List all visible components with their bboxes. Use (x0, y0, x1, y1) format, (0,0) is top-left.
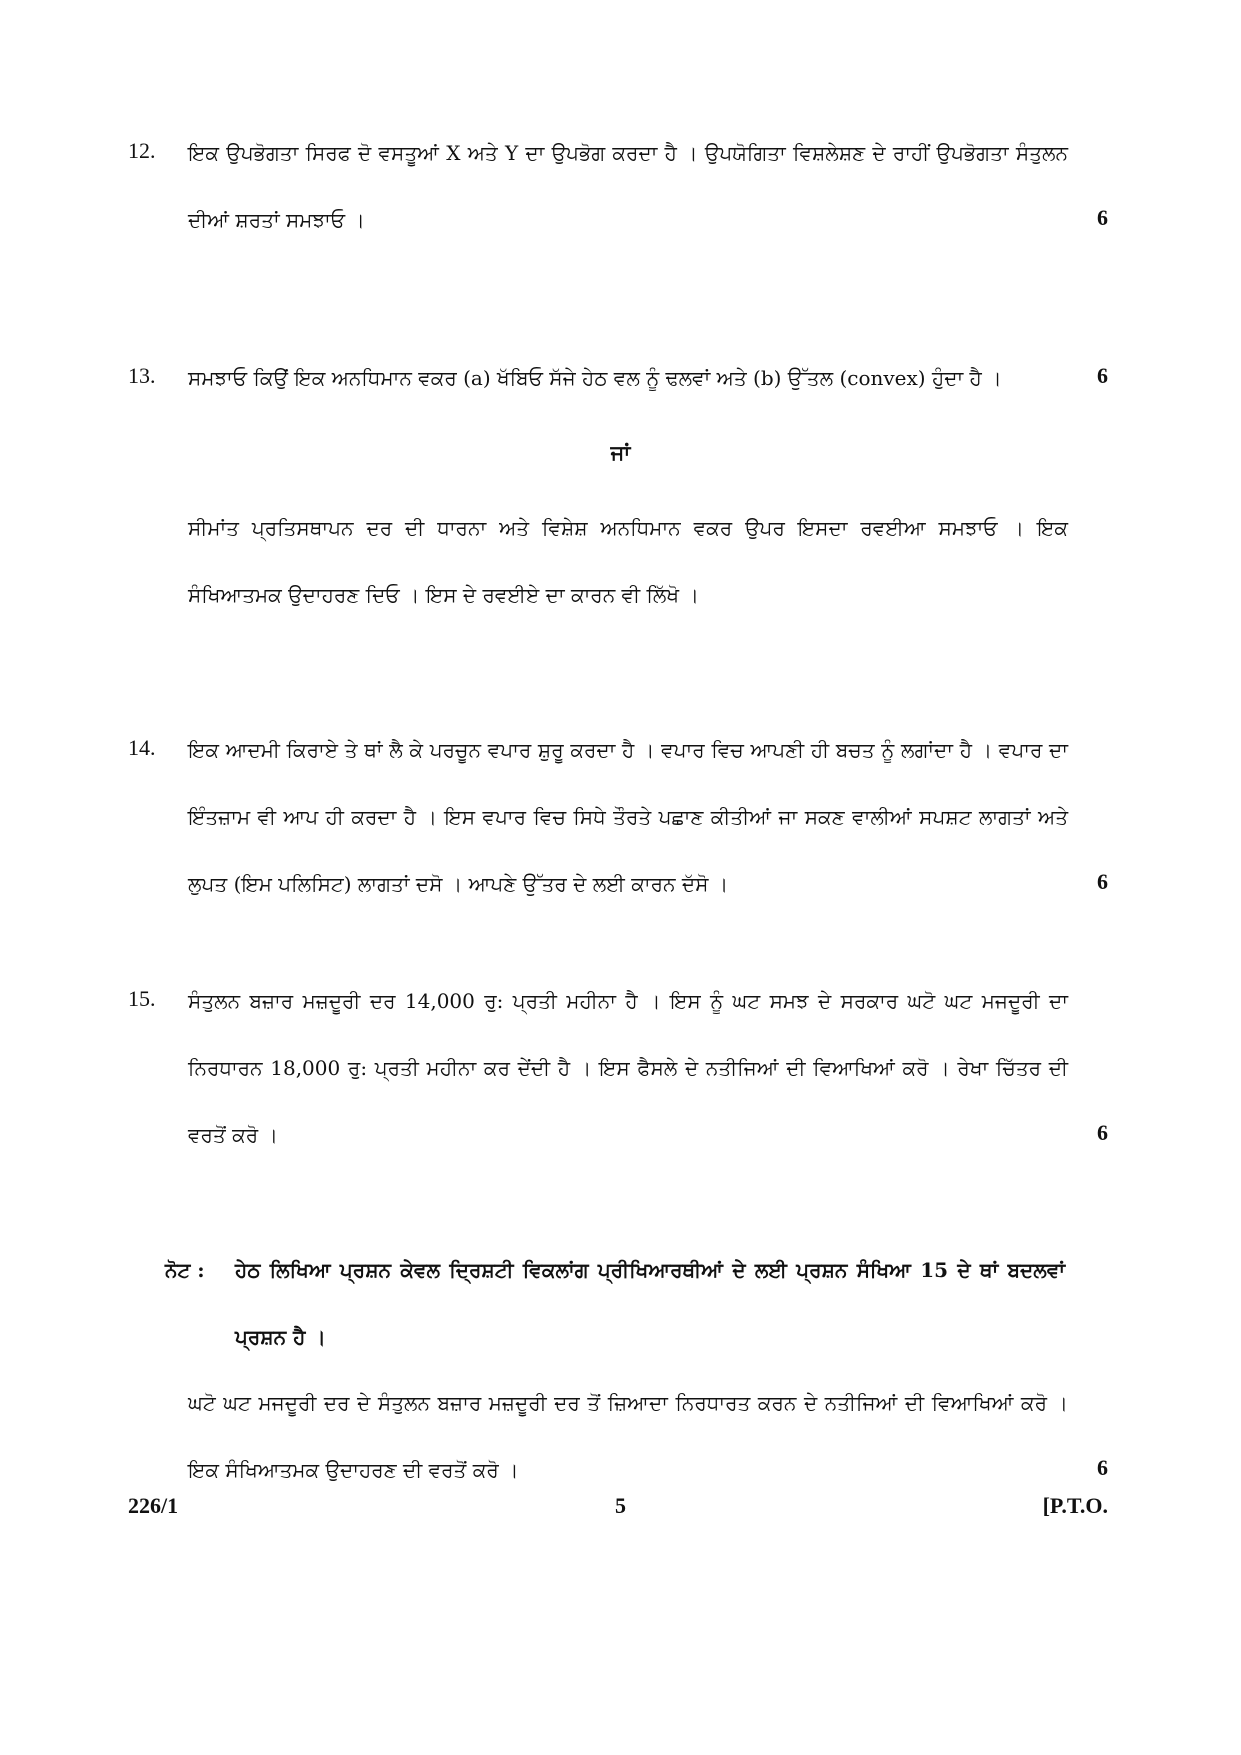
question-marks: 6 (1097, 205, 1108, 230)
question-number: 13. (128, 363, 156, 388)
note-label: ਨੋਟ : (165, 1258, 205, 1282)
question-text: ਇਕ ਉਪਭੋਗਤਾ ਸਿਰਫ ਦੋ ਵਸਤੂਆਂ X ਅਤੇ Y ਦਾ ਉਪਭੋਗ ਕਰਦਾ ਹੈ । ਉਪਯੋਗਿਤਾ ਵਿਸ਼ਲੇਸ਼ਣ ਦੇ ਰਾਹੀਂ ਉਪਭੋਗਤਾ ਸੰਤੁਲਨ ਦੀਆਂ ਸ਼ਰਤਾਂ ਸਮਝਾਓ । (188, 141, 1068, 232)
question-marks: 6 (1097, 1120, 1108, 1145)
question-number: 14. (128, 735, 156, 760)
pto-label: [P.T.O. (1042, 1493, 1108, 1518)
note-question-marks: 6 (1097, 1455, 1108, 1480)
question-number: 12. (128, 138, 156, 163)
question-text: ਸੰਤੁਲਨ ਬਜ਼ਾਰ ਮਜ਼ਦੂਰੀ ਦਰ 14,000 ਰੁ: ਪ੍ਰਤੀ ਮਹੀਨਾ ਹੈ । ਇਸ ਨੂੰ ਘਟ ਸਮਝ ਦੇ ਸਰਕਾਰ ਘਟੋ ਘਟ ਮਜਦੂਰੀ ਦਾ ਨਿਰਧਾਰਨ 18,000 ਰੁ: ਪ੍ਰਤੀ ਮਹੀਨਾ ਕਰ ਦੇਂਦੀ ਹੈ । ਇਸ ਫੈਸਲੇ ਦੇ ਨਤੀਜਿਆਂ ਦੀ ਵਿਆਖਿਆਂ ਕਰੋ । ਰੇਖਾ ਚਿੱਤਰ ਦੀ ਵਰਤੋਂ ਕਰੋ । (188, 989, 1068, 1147)
question-marks: 6 (1097, 869, 1108, 894)
note-text: ਹੇਠ ਲਿਖਿਆ ਪ੍ਰਸ਼ਨ ਕੇਵਲ ਦ੍ਰਿਸ਼ਟੀ ਵਿਕਲਾਂਗ ਪ੍ਰੀਖਿਆਰਥੀਆਂ ਦੇ ਲਈ ਪ੍ਰਸ਼ਨ ਸੰਖਿਆ 15 ਦੇ ਥਾਂ ਬਦਲਵਾਂ ਪ੍ਰਸ਼ਨ ਹੈ । (235, 1258, 1065, 1349)
note-question-text: ਘਟੋ ਘਟ ਮਜਦੂਰੀ ਦਰ ਦੇ ਸੰਤੁਲਨ ਬਜ਼ਾਰ ਮਜ਼ਦੂਰੀ ਦਰ ਤੋਂ ਜ਼ਿਆਦਾ ਨਿਰਧਾਰਤ ਕਰਨ ਦੇ ਨਤੀਜਿਆਂ ਦੀ ਵਿਆਖਿਆਂ ਕਰੋ । ਇਕ ਸੰਖਿਆਤਮਕ ਉਦਾਹਰਣ ਦੀ ਵਰਤੋਂ ਕਰੋ । (188, 1391, 1068, 1482)
question-text: ਸਮਝਾਓ ਕਿਉਂ ਇਕ ਅਨਧਿਮਾਨ ਵਕਰ (a) ਖੱਬਿਓ ਸੱਜੇ ਹੇਠ ਵਲ ਨੂੰ ਢਲਵਾਂ ਅਤੇ (b) ਉੱਤਲ (convex) ਹੁੰਦਾ ਹੈ । (188, 366, 1002, 390)
or-separator: ਜਾਂ (610, 440, 631, 465)
paper-code: 226/1 (128, 1493, 179, 1518)
question-alt-text: ਸੀਮਾਂਤ ਪ੍ਰਤਿਸਥਾਪਨ ਦਰ ਦੀ ਧਾਰਨਾ ਅਤੇ ਵਿਸ਼ੇਸ਼ ਅਨਧਿਮਾਨ ਵਕਰ ਉਪਰ ਇਸਦਾ ਰਵਈਆ ਸਮਝਾਓ । ਇਕ ਸੰਖਿਆਤਮਕ ਉਦਾਹਰਣ ਦਿਓ । ਇਸ ਦੇ ਰਵਈਏ ਦਾ ਕਾਰਨ ਵੀ ਲਿੱਖੋ । (188, 516, 1068, 607)
question-number: 15. (128, 986, 156, 1011)
question-marks: 6 (1097, 363, 1108, 388)
page-number: 5 (615, 1493, 626, 1518)
question-text: ਇਕ ਆਦਮੀ ਕਿਰਾਏ ਤੇ ਥਾਂ ਲੈ ਕੇ ਪਰਚੂਨ ਵਪਾਰ ਸ਼ੁਰੂ ਕਰਦਾ ਹੈ । ਵਪਾਰ ਵਿਚ ਆਪਣੀ ਹੀ ਬਚਤ ਨੂੰ ਲਗਾਂਦਾ ਹੈ । ਵਪਾਰ ਦਾ ਇੰਤਜ਼ਾਮ ਵੀ ਆਪ ਹੀ ਕਰਦਾ ਹੈ । ਇਸ ਵਪਾਰ ਵਿਚ ਸਿਧੇ ਤੌਰਤੇ ਪਛਾਣ ਕੀਤੀਆਂ ਜਾ ਸਕਣ ਵਾਲੀਆਂ ਸਪਸ਼ਟ ਲਾਗਤਾਂ ਅਤੇ ਲੁਪਤ (ਇਮ ਪਲਿਸਿਟ) ਲਾਗਤਾਂ ਦਸੋ । ਆਪਣੇ ਉੱਤਰ ਦੇ ਲਈ ਕਾਰਨ ਦੱਸੋ । (188, 738, 1068, 896)
